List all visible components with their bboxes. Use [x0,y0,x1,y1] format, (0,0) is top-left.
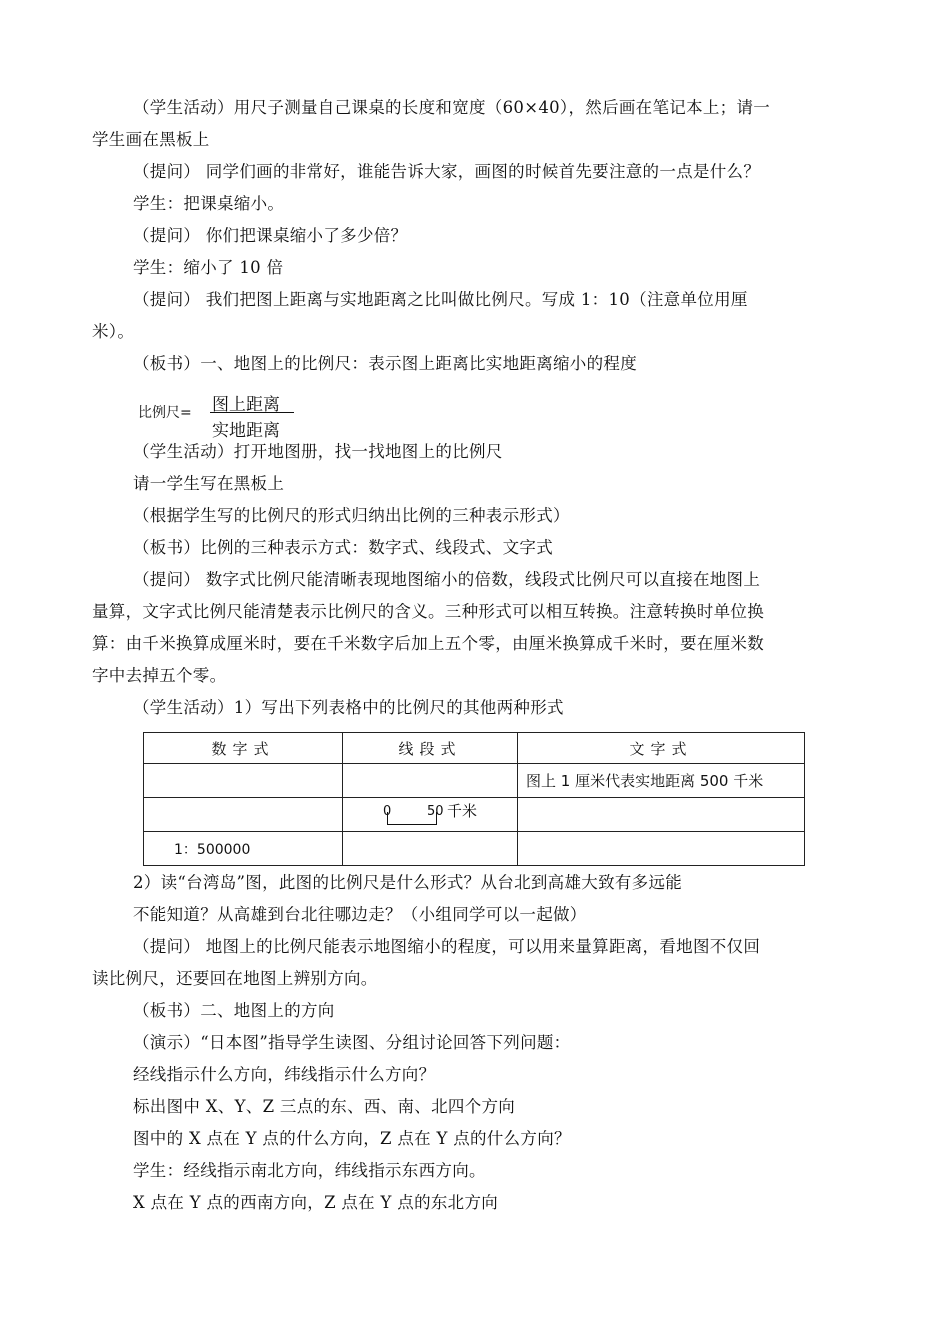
text-scale-cell: 图上 1 厘米代表实地距离 500 千米 [518,764,805,798]
scale-bar-fifty: 50 [427,804,444,819]
paragraph-line: 学生画在黑板上 [92,130,210,149]
header-text: 文字式 [518,733,805,764]
table-cell-empty [518,798,805,832]
table-row [144,764,805,798]
table-cell-empty [518,832,805,866]
paragraph-line: （根据学生写的比例尺的形式归纳出比例的三种表示形式） [133,506,570,525]
table-header-row [144,733,805,764]
formula-denominator: 实地距离 [212,421,280,441]
paragraph-line: 请一学生写在黑板上 [133,474,285,493]
table-cell-empty [144,798,343,832]
paragraph-line: 不能知道？从高雄到台北往哪边走？（小组同学可以一起做） [133,905,587,924]
paragraph-line: （提问） 数字式比例尺能清晰表现地图缩小的倍数，线段式比例尺可以直接在地图上 [133,570,761,589]
paragraph-line: 米）。 [92,322,135,341]
paragraph-line: 经线指示什么方向，纬线指示什么方向？ [133,1065,436,1084]
header-segment: 线段式 [343,733,518,764]
table-row [144,798,805,832]
table-cell-empty [144,764,343,798]
numeric-scale-cell: 1：500000 [144,832,343,866]
fraction-bar [210,412,294,413]
segment-scale-cell [343,798,518,832]
paragraph-line: 读比例尺，还要回在地图上辨别方向。 [92,969,378,988]
paragraph-line: （学生活动）1）写出下列表格中的比例尺的其他两种形式 [133,698,564,717]
paragraph-line: X 点在 Y 点的西南方向，Z 点在 Y 点的东北方向 [133,1193,499,1212]
scale-forms-table [143,732,805,866]
paragraph-line: （板书）一、地图上的比例尺：表示图上距离比实地距离缩小的程度 [133,354,637,373]
table-row [144,832,805,866]
paragraph-line: 学生：缩小了 10 倍 [133,258,284,277]
header-numeric: 数字式 [144,733,343,764]
paragraph-line: （学生活动）打开地图册，找一找地图上的比例尺 [133,442,503,461]
paragraph-line: 2）读“台湾岛”图，此图的比例尺是什么形式？从台北到高雄大致有多远能 [133,873,683,892]
paragraph-line: （板书）二、地图上的方向 [133,1001,335,1020]
table-cell-empty [343,832,518,866]
scale-bar-unit: 千米 [447,802,478,820]
paragraph-line: （演示）“日本图”指导学生读图、分组讨论回答下列问题： [133,1033,571,1052]
paragraph-line: 学生：把课桌缩小。 [133,194,285,213]
paragraph-line: 量算，文字式比例尺能清楚表示比例尺的含义。三种形式可以相互转换。注意转换时单位换 [92,602,764,621]
paragraph-line: 字中去掉五个零。 [92,666,227,685]
paragraph-line: 标出图中 X、Y、Z 三点的东、西、南、北四个方向 [133,1097,516,1116]
paragraph-line: （学生活动）用尺子测量自己课桌的长度和宽度（60×40），然后画在笔记本上；请一 [133,98,771,117]
paragraph-line: （提问） 你们把课桌缩小了多少倍？ [133,226,408,245]
table-cell-empty [343,764,518,798]
paragraph-line: （板书）比例的三种表示方式：数字式、线段式、文字式 [133,538,553,557]
scale-bar-zero: 0 [383,804,392,819]
scale-formula [138,388,318,440]
formula-lhs: 比例尺= [138,405,192,421]
paragraph-line: 图中的 X 点在 Y 点的什么方向，Z 点在 Y 点的什么方向？ [133,1129,571,1148]
paragraph-line: （提问） 同学们画的非常好，谁能告诉大家，画图的时候首先要注意的一点是什么？ [133,162,761,181]
paragraph-line: （提问） 我们把图上距离与实地距离之比叫做比例尺。写成 1：10（注意单位用厘 [133,290,748,309]
paragraph-line: （提问） 地图上的比例尺能表示地图缩小的程度，可以用来量算距离，看地图不仅回 [133,937,761,956]
paragraph-line: 算：由千米换算成厘米时，要在千米数字后加上五个零，由厘米换算成千米时，要在厘米数 [92,634,764,653]
paragraph-line: 学生：经线指示南北方向，纬线指示东西方向。 [133,1161,486,1180]
formula-numerator: 图上距离 [212,395,280,415]
